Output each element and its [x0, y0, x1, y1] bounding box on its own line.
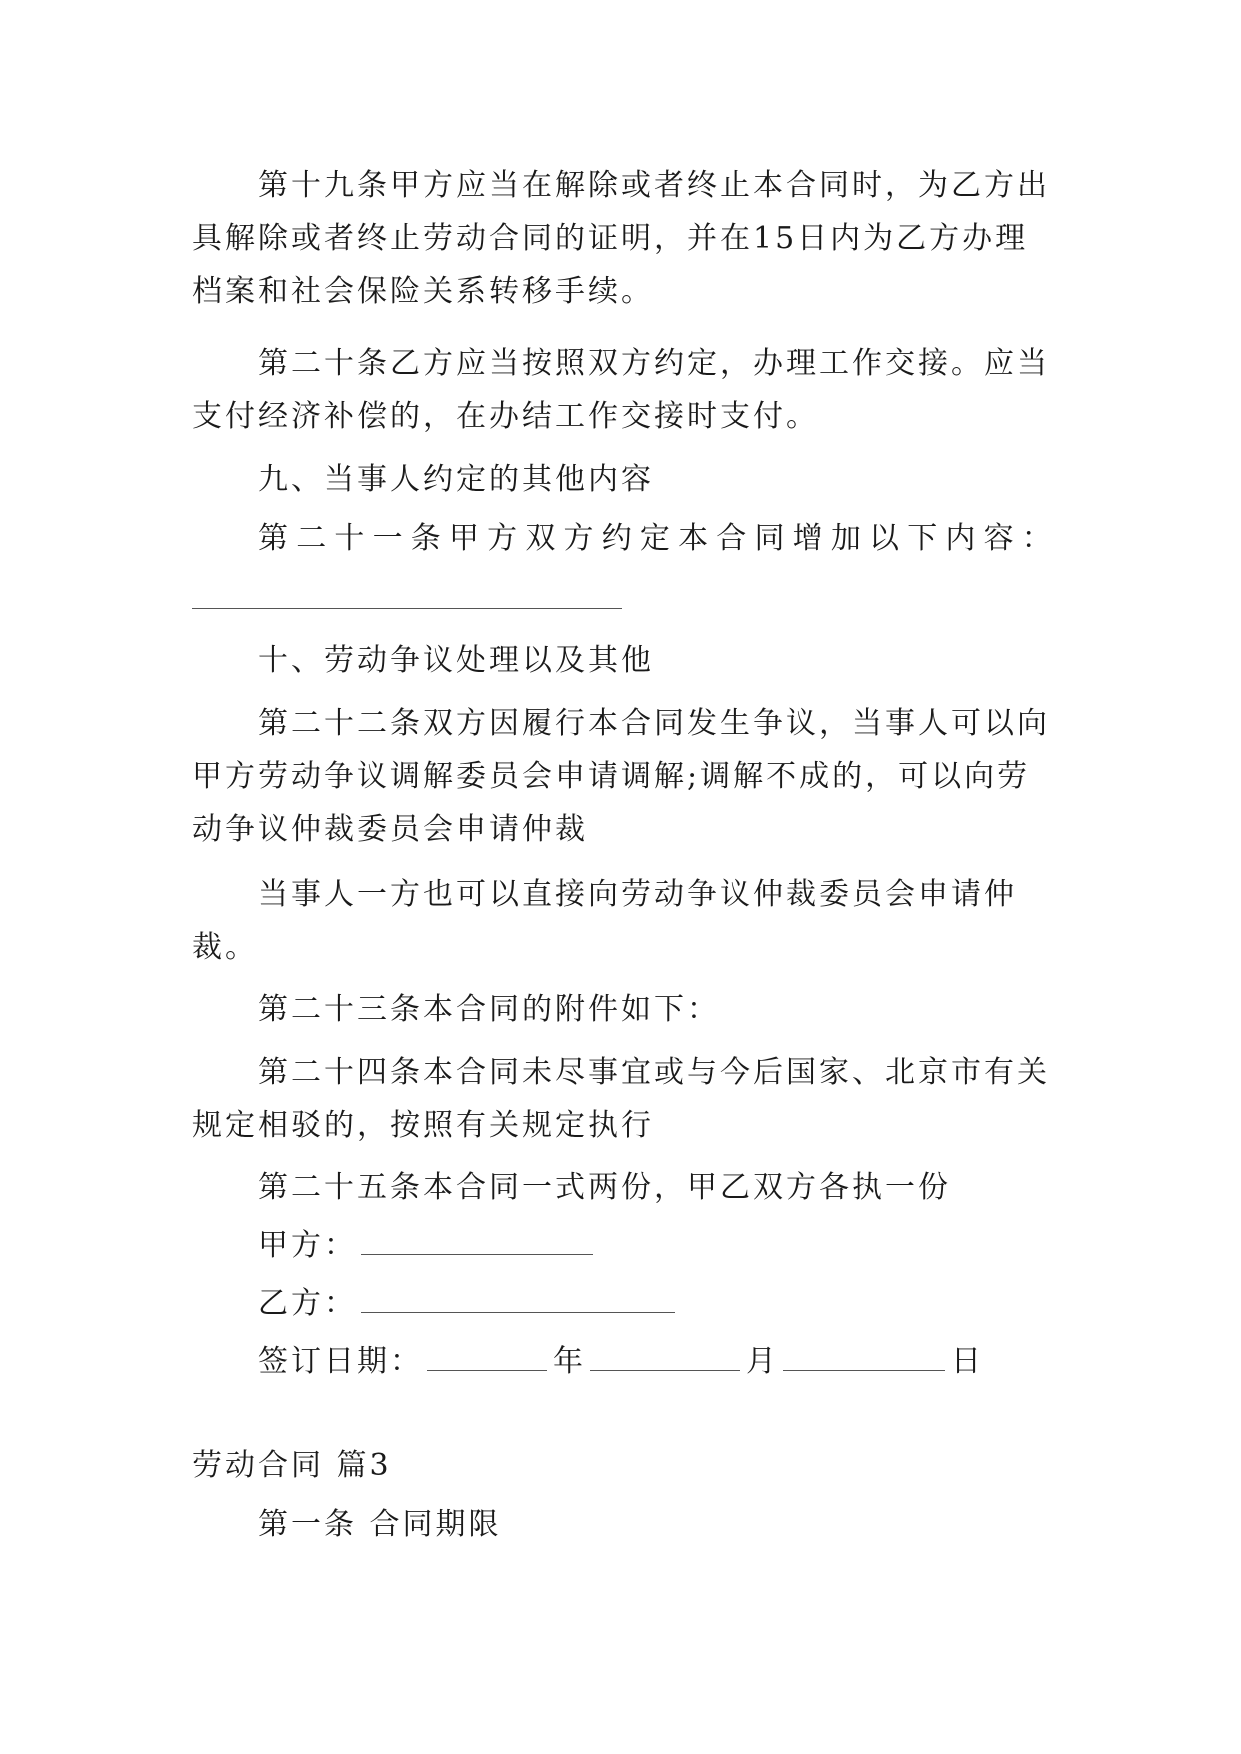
article-22-line-2: 甲方劳动争议调解委员会申请调解;调解不成的，可以向劳 — [192, 759, 1031, 794]
party-b-blank — [361, 1286, 675, 1313]
article-23: 第二十三条本合同的附件如下： — [258, 992, 720, 1027]
article-21-char: 双 — [525, 521, 556, 556]
article-21-char: 加 — [830, 521, 861, 556]
year-label: 年 — [553, 1344, 586, 1379]
article-22-line-1: 第二十二条双方因履行本合同发生争议，当事人可以向 — [258, 706, 1050, 741]
article-21-char: 以 — [869, 521, 899, 556]
party-b-label: 乙方： — [258, 1286, 357, 1321]
article-19-line-2: 具解除或者终止劳动合同的证明，并在15日内为乙方办理 — [192, 221, 1029, 256]
article-19-line-3: 档案和社会保险关系转移手续。 — [192, 274, 654, 309]
section-title: 劳动合同 篇3 — [192, 1448, 392, 1483]
day-label: 日 — [951, 1344, 984, 1379]
article-21-char: 二 — [296, 521, 327, 556]
section-9-heading: 九、当事人约定的其他内容 — [258, 462, 654, 497]
article-21-char: 增 — [792, 521, 823, 556]
article-20-line-1: 第二十条乙方应当按照双方约定，办理工作交接。应当 — [258, 346, 1050, 381]
article-21-char: 方 — [563, 521, 594, 556]
section-10-heading: 十、劳动争议处理以及其他 — [258, 643, 654, 678]
article-21-char: 约 — [601, 521, 632, 556]
article-21-char: ： — [1021, 521, 1052, 556]
article-22-extra-line-2: 裁。 — [192, 930, 258, 965]
article-21-char: 本 — [678, 521, 709, 556]
article-21-char: 甲 — [448, 521, 479, 556]
month-blank — [590, 1344, 740, 1371]
article-22-line-3: 动争议仲裁委员会申请仲裁 — [192, 812, 588, 847]
article-21-char: 合 — [716, 521, 747, 556]
date-label: 签订日期： — [258, 1344, 423, 1379]
party-a-signature-row — [258, 1226, 1052, 1266]
article-19-line-1: 第十九条甲方应当在解除或者终止本合同时，为乙方出 — [258, 168, 1050, 203]
article-25: 第二十五条本合同一式两份，甲乙双方各执一份 — [258, 1170, 951, 1205]
article-21-char: 第 — [258, 521, 288, 556]
article-21-char: 内 — [945, 521, 976, 556]
next-article-1: 第一条 合同期限 — [258, 1507, 502, 1542]
article-21-char: 十 — [334, 521, 365, 556]
article-21-char: 条 — [410, 521, 441, 556]
article-24-line-2: 规定相驳的，按照有关规定执行 — [192, 1108, 654, 1143]
article-21-char: 同 — [754, 521, 785, 556]
article-20-line-2: 支付经济补偿的，在办结工作交接时支付。 — [192, 399, 819, 434]
article-24-line-1: 第二十四条本合同未尽事宜或与今后国家、北京市有关 — [258, 1055, 1050, 1090]
article-21-line — [258, 519, 1052, 559]
month-label: 月 — [746, 1344, 779, 1379]
article-22-extra-line-1: 当事人一方也可以直接向劳动争议仲裁委员会申请仲 — [258, 877, 1017, 912]
year-blank — [427, 1344, 547, 1371]
party-a-label: 甲方： — [258, 1228, 357, 1263]
signing-date-row — [258, 1342, 1052, 1382]
article-21-char: 下 — [907, 521, 938, 556]
article-21-char: 定 — [639, 521, 670, 556]
article-21-blank-line — [192, 608, 622, 609]
party-b-signature-row — [258, 1284, 1052, 1324]
day-blank — [783, 1344, 945, 1371]
article-21-char: 方 — [487, 521, 518, 556]
article-21-char: 一 — [372, 521, 403, 556]
article-21-char: 容 — [983, 521, 1014, 556]
party-a-blank — [361, 1228, 593, 1255]
